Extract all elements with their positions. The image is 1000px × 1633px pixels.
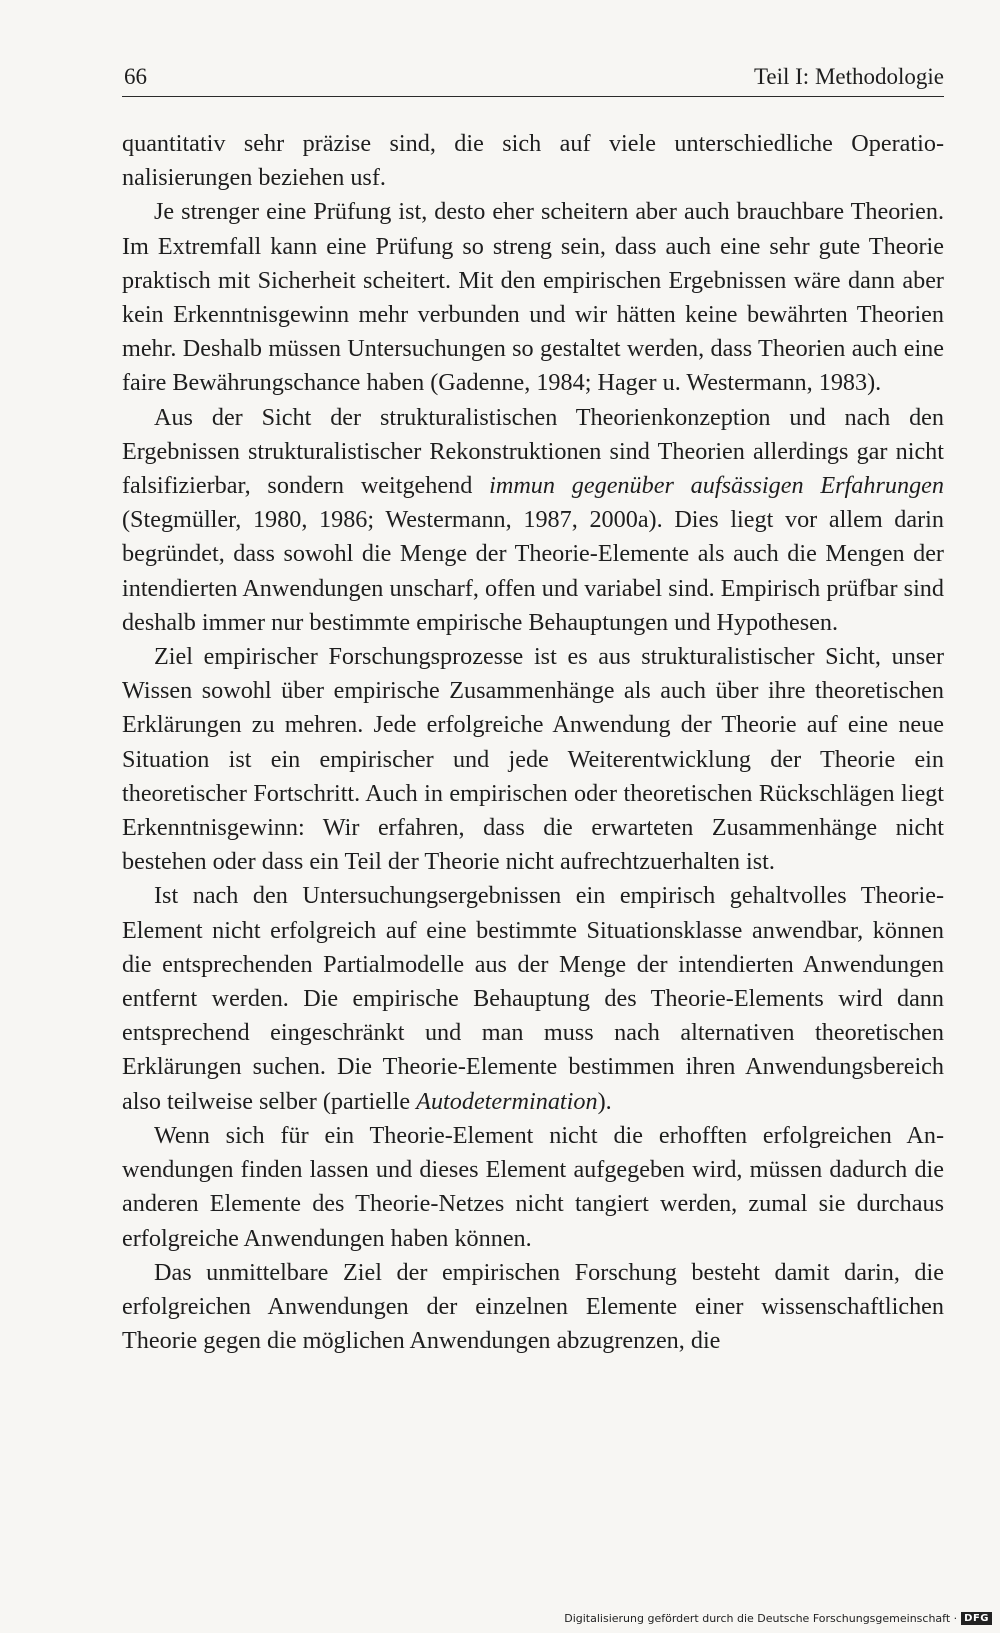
dfg-logo-icon: DFG (961, 1612, 992, 1625)
paragraph (122, 1119, 944, 1256)
italic-text: immun gegenüber aufsässigen Erfahrungen (489, 472, 944, 500)
text-run: Aus der Sicht der strukturalistischen Theorienkonzeption und nach den Ergebnissen strukturalistischer Rekonstruktionen sind Theorien allerdings gar nicht falsifizierbar, sondern weitgehend (122, 403, 944, 500)
text-run: (Stegmüller, 1980, 1986; Westermann, 1987, 2000a). Dies liegt vor allem darin begründet, dass sowohl die Menge der Theorie-Elemente als auch die Mengen der intendierten Anwendungen unscharf, offen und variabel sind. Empirisch prüfbar sind deshalb immer nur bestimmte empirische Behauptungen und Hypothesen. (122, 506, 944, 636)
running-title: Teil I: Methodologie (753, 64, 944, 89)
paragraph (122, 1256, 944, 1359)
paragraph (122, 879, 944, 1118)
text-run: quantitativ sehr präzise sind, die sich auf viele unterschiedliche Operationalisierungen beziehen usf. (122, 130, 944, 192)
text-run: Das unmittelbare Ziel der empirischen Forschung besteht damit darin, die erfolgreichen Anwendungen der einzelnen Elemente einer wissenschaftlichen Theorie gegen die möglichen Anwendungen abzugrenzen, die (122, 1258, 944, 1355)
paragraph (122, 127, 944, 195)
body-text (122, 127, 944, 1358)
digitization-footer (564, 1612, 992, 1625)
text-run: Je strenger eine Prüfung ist, desto eher scheitern aber auch brauchbare Theorien. Im Extremfall kann eine Prüfung so streng sein, dass auch eine sehr gute Theorie praktisch mit Sicherheit scheitert. Mit den empirischen Ergebnissen wäre dann aber kein Erkenntnisgewinn mehr verbunden und wir hätten keine bewährten Theorien mehr. Deshalb müssen Untersuchungen so gestaltet werden, dass Theorien auch eine faire Bewährungschance haben (Gadenne, 1984; Hager u. Westermann, 1983). (122, 198, 944, 397)
paragraph (122, 401, 944, 640)
book-page (122, 0, 944, 1633)
text-run: Wenn sich für ein Theorie-Element nicht die erhofften erfolgreichen Anwendungen finden lassen und dieses Element aufgegeben wird, müssen dadurch die anderen Elemente des Theorie-Netzes nicht tangiert werden, zumal sie durchaus erfolgreiche Anwendungen haben können. (122, 1121, 944, 1252)
text-run: Ist nach den Untersuchungsergebnissen ein empirisch gehaltvolles Theorie-Element nicht erfolgreich auf eine bestimmte Situationsklasse anwendbar, können die entsprechenden Partialmodelle aus der Menge der intendierten Anwendungen entfernt werden. Die empirische Behauptung des Theorie-Elements wird dann entsprechend eingeschränkt und man muss nach alternativen theoretischen Erklärungen suchen. Die Theorie-Elemente bestimmen ihren Anwendungsbereich also teilweise selber (partielle (122, 882, 944, 1115)
digitization-note: Digitalisierung gefördert durch die Deutsche Forschungsgemeinschaft · (564, 1612, 958, 1625)
paragraph (122, 195, 944, 400)
page-number: 66 (124, 64, 147, 89)
italic-text: Autodetermination (416, 1087, 598, 1115)
paragraph (122, 640, 944, 879)
text-run: ). (597, 1087, 612, 1115)
text-run: Ziel empirischer Forschungsprozesse ist es aus strukturalistischer Sicht, unser Wissen sowohl über empirische Zusammenhänge als auch über ihre theoretischen Erklärungen zu mehren. Jede erfolgreiche Anwendung der Theorie auf eine neue Situation ist ein empirischer und jede Weiterentwicklung der Theorie ein theoretischer Fortschritt. Auch in empirischen oder theoretischen Rückschlägen liegt Erkenntnisgewinn: Wir erfahren, dass die erwarteten Zusammenhänge nicht bestehen oder dass ein Teil der Theorie nicht aufrechtzuerhalten ist. (122, 643, 944, 876)
page-header (122, 62, 944, 97)
